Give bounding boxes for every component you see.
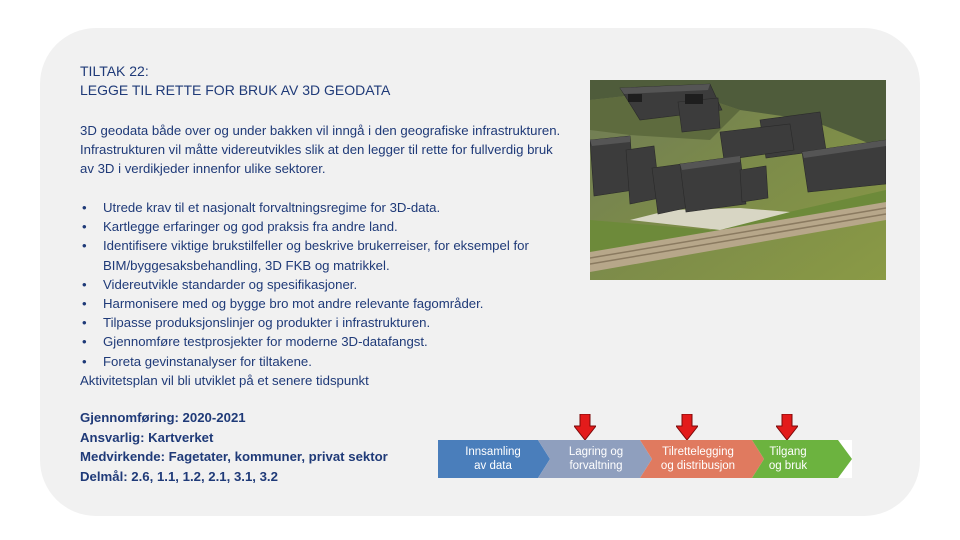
page-title (80, 62, 390, 100)
list-item: • Videreutvikle standarder og spesifikasjoner. (80, 275, 580, 294)
implementation-period: Gjennomføring: 2020-2021 (80, 410, 246, 425)
step-label: Tilgang (769, 446, 807, 458)
value-chain-step-distribution (644, 445, 752, 473)
value-chain-step-storage (550, 445, 642, 473)
list-item: • Tilpasse produksjonslinjer og produkter i infrastrukturen. (80, 313, 580, 332)
list-item: • Gjennomføre testprosjekter for moderne 3D-datafangst. (80, 332, 580, 351)
list-item: • Foreta gevinstanalyser for tiltakene. (80, 352, 580, 371)
value-chain-diagram (438, 440, 852, 478)
value-chain-step-access (756, 445, 820, 473)
subgoals: Delmål: 2.6, 1.1, 1.2, 2.1, 3.1, 3.2 (80, 468, 278, 484)
arrow-down-icon (574, 414, 596, 440)
plan-note: Aktivitetsplan vil bli utviklet på et senere tidspunkt (80, 373, 369, 388)
step-label: Innsamling (465, 446, 521, 458)
title-line-1: TILTAK 22: (80, 63, 149, 79)
3d-model-image (590, 80, 886, 280)
step-label: og distribusjon (660, 460, 736, 472)
meta-block (80, 408, 388, 486)
responsible-party: Ansvarlig: Kartverket (80, 429, 214, 445)
action-list (80, 198, 580, 371)
step-label: av data (474, 460, 512, 472)
list-item: • Utrede krav til et nasjonalt forvaltningsregime for 3D-data. (80, 198, 580, 217)
step-label: Lagring og (568, 446, 624, 458)
list-item: • Identifisere viktige brukstilfeller og beskrive brukerreiser, for eksempel for BIM/byggesaksbehandling, 3D FKB og matrikkel. (80, 236, 580, 274)
intro-paragraph: 3D geodata både over og under bakken vil inngå i den geografiske infrastrukturen. Infrastrukturen vil måtte videreutvikles slik at den legger til rette for fullverdig bruk av 3D i verdikjeder innenfor ulike sektorer. (80, 123, 561, 176)
arrow-down-icon (676, 414, 698, 440)
step-label: og bruk (768, 460, 808, 472)
participants: Medvirkende: Fagetater, kommuner, privat sektor (80, 449, 388, 464)
arrow-down-icon (776, 414, 798, 440)
title-line-2: LEGGE TIL RETTE FOR BRUK AV 3D GEODATA (80, 82, 391, 98)
step-label: forvaltning (569, 460, 623, 472)
value-chain-step-collection (448, 445, 538, 473)
list-item: • Kartlegge erfaringer og god praksis fra andre land. (80, 217, 580, 236)
step-label: Tilrettelegging (662, 446, 734, 458)
list-item: • Harmonisere med og bygge bro mot andre relevante fagområder. (80, 294, 580, 313)
